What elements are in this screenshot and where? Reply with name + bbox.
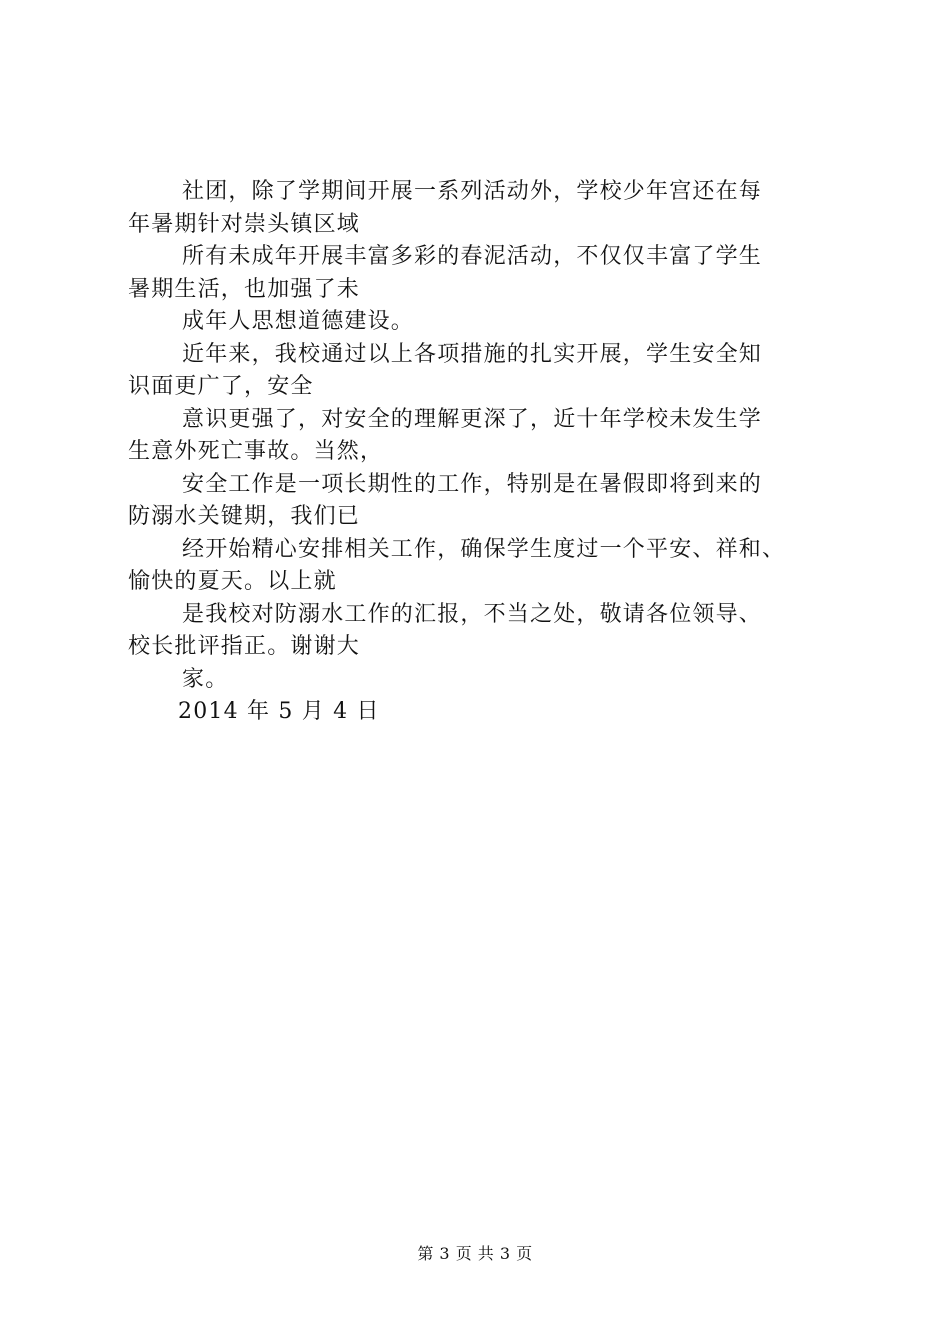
paragraph-line: 成年人思想道德建设。 [182, 309, 415, 334]
paragraph-line: 校长批评指正。谢谢大 [128, 634, 361, 659]
paragraph-line: 暑期生活，也加强了未 [128, 276, 361, 302]
paragraph-line: 愉快的夏天。以上就 [128, 569, 337, 594]
paragraph-line: 生意外死亡事故。当然， [128, 439, 384, 464]
document-date: 2014 年 5 月 4 日 [178, 699, 380, 724]
paragraph-line: 意识更强了，对安全的理解更深了，近十年学校未发生学 [182, 406, 763, 432]
paragraph-line: 防溺水关键期，我们已 [128, 504, 361, 529]
document-body [128, 176, 848, 729]
paragraph-line: 识面更广了，安全 [128, 374, 314, 399]
paragraph-line: 社团，除了学期间开展一系列活动外，学校少年宫还在每 [182, 179, 763, 204]
page-number-footer: 第 3 页 共 3 页 [417, 1244, 533, 1263]
paragraph-line: 是我校对防溺水工作的汇报，不当之处，敬请各位领导、 [182, 601, 763, 627]
paragraph-line: 经开始精心安排相关工作，确保学生度过一个平安、祥和、 [182, 536, 786, 562]
paragraph-line: 所有未成年开展丰富多彩的春泥活动，不仅仅丰富了学生 [182, 244, 763, 269]
paragraph-line: 近年来，我校通过以上各项措施的扎实开展，学生安全知 [182, 341, 763, 367]
paragraph-line: 安全工作是一项长期性的工作，特别是在暑假即将到来的 [182, 471, 763, 497]
paragraph-line: 年暑期针对崇头镇区域 [128, 211, 361, 237]
paragraph-line: 家。 [182, 666, 229, 692]
